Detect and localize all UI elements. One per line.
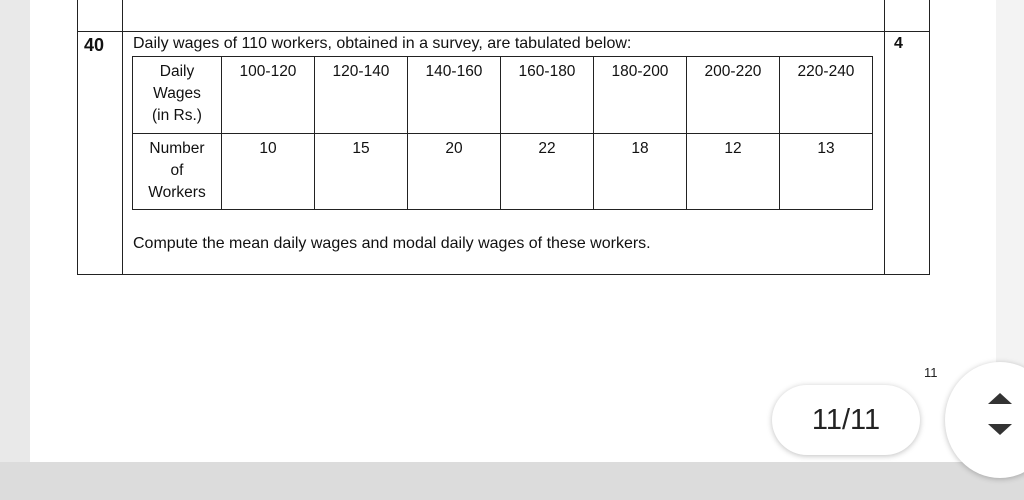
question-marks: 4 <box>894 35 903 52</box>
viewer-background <box>0 462 1024 500</box>
triangle-down-icon[interactable] <box>988 424 1012 435</box>
row-divider <box>78 31 929 32</box>
page-indicator: 11/11 <box>772 385 920 455</box>
table-cell: 200-220 <box>687 57 780 134</box>
table-cell: 15 <box>315 133 408 210</box>
table-cell: 18 <box>594 133 687 210</box>
question-number: 40 <box>84 35 105 55</box>
page-number: 11 <box>924 365 938 380</box>
table-cell: 220-240 <box>780 57 873 134</box>
column-divider <box>122 0 123 274</box>
column-divider <box>884 0 885 274</box>
table-row-header: Daily Wages (in Rs.) <box>133 57 222 134</box>
question-task: Compute the mean daily wages and modal daily wages of these workers. <box>133 235 651 252</box>
table-cell: 120-140 <box>315 57 408 134</box>
table-row-header: Number of Workers <box>133 133 222 210</box>
table-cell: 140-160 <box>408 57 501 134</box>
table-cell: 22 <box>501 133 594 210</box>
table-cell: 10 <box>222 133 315 210</box>
table-cell: 160-180 <box>501 57 594 134</box>
table-cell: 12 <box>687 133 780 210</box>
table-cell: 180-200 <box>594 57 687 134</box>
triangle-up-icon[interactable] <box>988 393 1012 404</box>
wages-table <box>132 56 873 210</box>
table-row <box>133 133 873 210</box>
table-cell: 20 <box>408 133 501 210</box>
table-row <box>133 57 873 134</box>
table-cell: 100-120 <box>222 57 315 134</box>
table-cell: 13 <box>780 133 873 210</box>
question-intro: Daily wages of 110 workers, obtained in a survey, are tabulated below: <box>133 35 632 52</box>
